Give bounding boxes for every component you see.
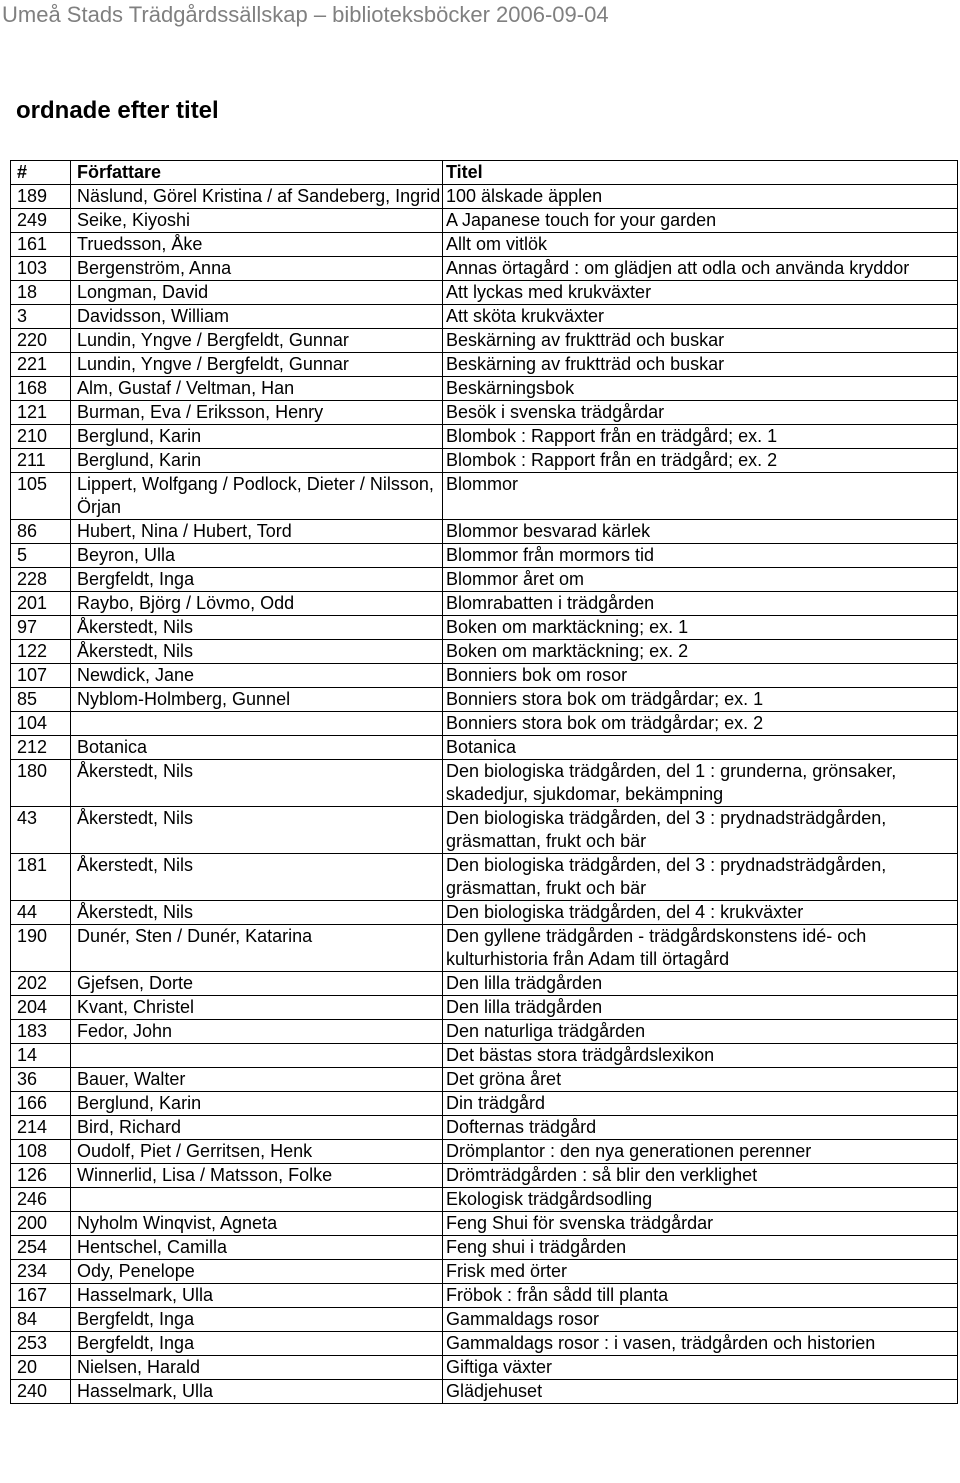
book-number: 180 — [11, 760, 71, 807]
table-row — [11, 1140, 958, 1164]
book-author: Berglund, Karin — [71, 425, 443, 449]
book-number: 246 — [11, 1188, 71, 1212]
table-row — [11, 592, 958, 616]
book-author: Winnerlid, Lisa / Matsson, Folke — [71, 1164, 443, 1188]
table-row — [11, 712, 958, 736]
book-title: Drömplantor : den nya generationen perenner — [443, 1140, 958, 1164]
table-row — [11, 1068, 958, 1092]
book-number: 183 — [11, 1020, 71, 1044]
table-row — [11, 1308, 958, 1332]
book-number: 201 — [11, 592, 71, 616]
table-row — [11, 1092, 958, 1116]
table-row — [11, 996, 958, 1020]
book-number: 43 — [11, 807, 71, 854]
book-title: Att lyckas med krukväxter — [443, 281, 958, 305]
book-number: 105 — [11, 473, 71, 520]
table-row — [11, 329, 958, 353]
book-number: 104 — [11, 712, 71, 736]
book-title: Fröbok : från sådd till planta — [443, 1284, 958, 1308]
book-author: Lippert, Wolfgang / Podlock, Dieter / Nilsson, Örjan — [71, 473, 443, 520]
book-title: Frisk med örter — [443, 1260, 958, 1284]
book-author: Berglund, Karin — [71, 1092, 443, 1116]
book-number: 221 — [11, 353, 71, 377]
book-author: Bergfeldt, Inga — [71, 568, 443, 592]
book-title: Det bästas stora trädgårdslexikon — [443, 1044, 958, 1068]
book-number: 84 — [11, 1308, 71, 1332]
book-number: 85 — [11, 688, 71, 712]
book-title: Blommor besvarad kärlek — [443, 520, 958, 544]
table-row — [11, 1260, 958, 1284]
book-author: Dunér, Sten / Dunér, Katarina — [71, 925, 443, 972]
table-row — [11, 616, 958, 640]
book-number: 249 — [11, 209, 71, 233]
book-title: Den lilla trädgården — [443, 996, 958, 1020]
book-number: 210 — [11, 425, 71, 449]
book-author — [71, 1044, 443, 1068]
book-author: Botanica — [71, 736, 443, 760]
table-row — [11, 1236, 958, 1260]
table-row — [11, 473, 958, 520]
book-title: Beskärning av fruktträd och buskar — [443, 353, 958, 377]
table-row — [11, 425, 958, 449]
book-author: Gjefsen, Dorte — [71, 972, 443, 996]
book-author: Lundin, Yngve / Bergfeldt, Gunnar — [71, 353, 443, 377]
page-header — [0, 0, 960, 30]
book-title: Bonniers bok om rosor — [443, 664, 958, 688]
book-number: 202 — [11, 972, 71, 996]
book-title: Boken om marktäckning; ex. 1 — [443, 616, 958, 640]
book-title: Den biologiska trädgården, del 1 : grunderna, grönsaker, skadedjur, sjukdomar, bekämpning — [443, 760, 958, 807]
book-title: Feng shui i trädgården — [443, 1236, 958, 1260]
book-number: 168 — [11, 377, 71, 401]
book-author: Newdick, Jane — [71, 664, 443, 688]
book-author: Lundin, Yngve / Bergfeldt, Gunnar — [71, 329, 443, 353]
book-author — [71, 1188, 443, 1212]
table-header-row — [11, 161, 958, 185]
table-row — [11, 854, 958, 901]
table-row — [11, 568, 958, 592]
table-row — [11, 1020, 958, 1044]
table-row — [11, 281, 958, 305]
book-number: 44 — [11, 901, 71, 925]
table-row — [11, 972, 958, 996]
book-number: 167 — [11, 1284, 71, 1308]
book-number: 97 — [11, 616, 71, 640]
book-number: 220 — [11, 329, 71, 353]
book-number: 86 — [11, 520, 71, 544]
table-row — [11, 185, 958, 209]
book-author: Nyholm Winqvist, Agneta — [71, 1212, 443, 1236]
book-title: Annas örtagård : om glädjen att odla och använda kryddor — [443, 257, 958, 281]
book-title: Besök i svenska trädgårdar — [443, 401, 958, 425]
table-row — [11, 257, 958, 281]
book-author: Bauer, Walter — [71, 1068, 443, 1092]
book-author: Nielsen, Harald — [71, 1356, 443, 1380]
table-row — [11, 1356, 958, 1380]
book-title: Drömträdgården : så blir den verklighet — [443, 1164, 958, 1188]
book-author: Burman, Eva / Eriksson, Henry — [71, 401, 443, 425]
table-row — [11, 377, 958, 401]
book-author: Åkerstedt, Nils — [71, 616, 443, 640]
table-row — [11, 233, 958, 257]
book-catalog-table — [10, 160, 958, 1404]
book-author: Seike, Kiyoshi — [71, 209, 443, 233]
table-row — [11, 1116, 958, 1140]
table-row — [11, 1332, 958, 1356]
section-title: ordnade efter titel — [16, 97, 219, 124]
book-title: Den naturliga trädgården — [443, 1020, 958, 1044]
book-number: 200 — [11, 1212, 71, 1236]
table-row — [11, 401, 958, 425]
table-row — [11, 1212, 958, 1236]
table-row — [11, 520, 958, 544]
book-title: Blombok : Rapport från en trädgård; ex. 1 — [443, 425, 958, 449]
book-title: Din trädgård — [443, 1092, 958, 1116]
table-row — [11, 760, 958, 807]
book-author: Hasselmark, Ulla — [71, 1380, 443, 1404]
book-number: 3 — [11, 305, 71, 329]
book-title: Den biologiska trädgården, del 3 : prydnadsträdgården, gräsmattan, frukt och bär — [443, 854, 958, 901]
table-row — [11, 1188, 958, 1212]
book-title: A Japanese touch for your garden — [443, 209, 958, 233]
book-number: 14 — [11, 1044, 71, 1068]
book-author: Bergfeldt, Inga — [71, 1308, 443, 1332]
book-title: Det gröna året — [443, 1068, 958, 1092]
book-number: 122 — [11, 640, 71, 664]
table-row — [11, 544, 958, 568]
book-number: 190 — [11, 925, 71, 972]
book-number: 204 — [11, 996, 71, 1020]
book-number: 228 — [11, 568, 71, 592]
table-row — [11, 1284, 958, 1308]
table-body — [11, 185, 958, 1404]
table-row — [11, 1044, 958, 1068]
book-number: 253 — [11, 1332, 71, 1356]
book-author: Alm, Gustaf / Veltman, Han — [71, 377, 443, 401]
book-author — [71, 712, 443, 736]
book-number: 121 — [11, 401, 71, 425]
table-row — [11, 1164, 958, 1188]
table-row — [11, 305, 958, 329]
book-number: 103 — [11, 257, 71, 281]
table-row — [11, 901, 958, 925]
book-title: 100 älskade äpplen — [443, 185, 958, 209]
book-author: Bergfeldt, Inga — [71, 1332, 443, 1356]
book-author: Hentschel, Camilla — [71, 1236, 443, 1260]
book-title: Blommor från mormors tid — [443, 544, 958, 568]
book-author: Longman, David — [71, 281, 443, 305]
book-number: 212 — [11, 736, 71, 760]
book-title: Feng Shui för svenska trädgårdar — [443, 1212, 958, 1236]
column-header-title: Titel — [443, 161, 958, 185]
book-title: Dofternas trädgård — [443, 1116, 958, 1140]
table-row — [11, 925, 958, 972]
table-row — [11, 736, 958, 760]
book-number: 107 — [11, 664, 71, 688]
book-author: Ody, Penelope — [71, 1260, 443, 1284]
book-author: Åkerstedt, Nils — [71, 807, 443, 854]
book-title: Den lilla trädgården — [443, 972, 958, 996]
table-row — [11, 640, 958, 664]
book-author: Näslund, Görel Kristina / af Sandeberg, Ingrid — [71, 185, 443, 209]
book-title: Boken om marktäckning; ex. 2 — [443, 640, 958, 664]
book-title: Glädjehuset — [443, 1380, 958, 1404]
book-author: Åkerstedt, Nils — [71, 760, 443, 807]
book-title: Blomrabatten i trädgården — [443, 592, 958, 616]
book-title: Blommor året om — [443, 568, 958, 592]
book-author: Hubert, Nina / Hubert, Tord — [71, 520, 443, 544]
book-author: Hasselmark, Ulla — [71, 1284, 443, 1308]
book-title: Blombok : Rapport från en trädgård; ex. 2 — [443, 449, 958, 473]
book-number: 166 — [11, 1092, 71, 1116]
book-number: 211 — [11, 449, 71, 473]
book-title: Blommor — [443, 473, 958, 520]
book-number: 214 — [11, 1116, 71, 1140]
page-header-text: Umeå Stads Trädgårdssällskap – biblioteksböcker 2006-09-04 — [2, 2, 609, 27]
book-number: 36 — [11, 1068, 71, 1092]
book-author: Truedsson, Åke — [71, 233, 443, 257]
book-title: Bonniers stora bok om trädgårdar; ex. 1 — [443, 688, 958, 712]
column-header-author: Författare — [71, 161, 443, 185]
book-author: Berglund, Karin — [71, 449, 443, 473]
book-title: Beskärningsbok — [443, 377, 958, 401]
book-author: Bergenström, Anna — [71, 257, 443, 281]
table-row — [11, 688, 958, 712]
book-number: 5 — [11, 544, 71, 568]
book-title: Ekologisk trädgårdsodling — [443, 1188, 958, 1212]
book-author: Kvant, Christel — [71, 996, 443, 1020]
book-title: Den biologiska trädgården, del 3 : prydnadsträdgården, gräsmattan, frukt och bär — [443, 807, 958, 854]
column-header-number: # — [11, 161, 71, 185]
book-number: 240 — [11, 1380, 71, 1404]
book-author: Beyron, Ulla — [71, 544, 443, 568]
book-author: Fedor, John — [71, 1020, 443, 1044]
book-number: 108 — [11, 1140, 71, 1164]
book-author: Oudolf, Piet / Gerritsen, Henk — [71, 1140, 443, 1164]
book-title: Gammaldags rosor : i vasen, trädgården och historien — [443, 1332, 958, 1356]
book-title: Den biologiska trädgården, del 4 : krukväxter — [443, 901, 958, 925]
book-title: Botanica — [443, 736, 958, 760]
book-author: Raybo, Björg / Lövmo, Odd — [71, 592, 443, 616]
book-title: Beskärning av fruktträd och buskar — [443, 329, 958, 353]
book-number: 234 — [11, 1260, 71, 1284]
table-row — [11, 807, 958, 854]
book-title: Allt om vitlök — [443, 233, 958, 257]
book-title: Giftiga växter — [443, 1356, 958, 1380]
book-number: 161 — [11, 233, 71, 257]
book-title: Gammaldags rosor — [443, 1308, 958, 1332]
book-author: Nyblom-Holmberg, Gunnel — [71, 688, 443, 712]
book-number: 126 — [11, 1164, 71, 1188]
book-number: 254 — [11, 1236, 71, 1260]
book-title: Den gyllene trädgården - trädgårdskonstens idé- och kulturhistoria från Adam till örtagård — [443, 925, 958, 972]
table-row — [11, 209, 958, 233]
book-title: Att sköta krukväxter — [443, 305, 958, 329]
book-author: Åkerstedt, Nils — [71, 854, 443, 901]
book-number: 189 — [11, 185, 71, 209]
book-number: 20 — [11, 1356, 71, 1380]
table-row — [11, 664, 958, 688]
table-row — [11, 449, 958, 473]
book-title: Bonniers stora bok om trädgårdar; ex. 2 — [443, 712, 958, 736]
table-row — [11, 353, 958, 377]
book-author: Åkerstedt, Nils — [71, 640, 443, 664]
book-number: 18 — [11, 281, 71, 305]
book-author: Åkerstedt, Nils — [71, 901, 443, 925]
table-row — [11, 1380, 958, 1404]
book-number: 181 — [11, 854, 71, 901]
book-author: Bird, Richard — [71, 1116, 443, 1140]
book-author: Davidsson, William — [71, 305, 443, 329]
